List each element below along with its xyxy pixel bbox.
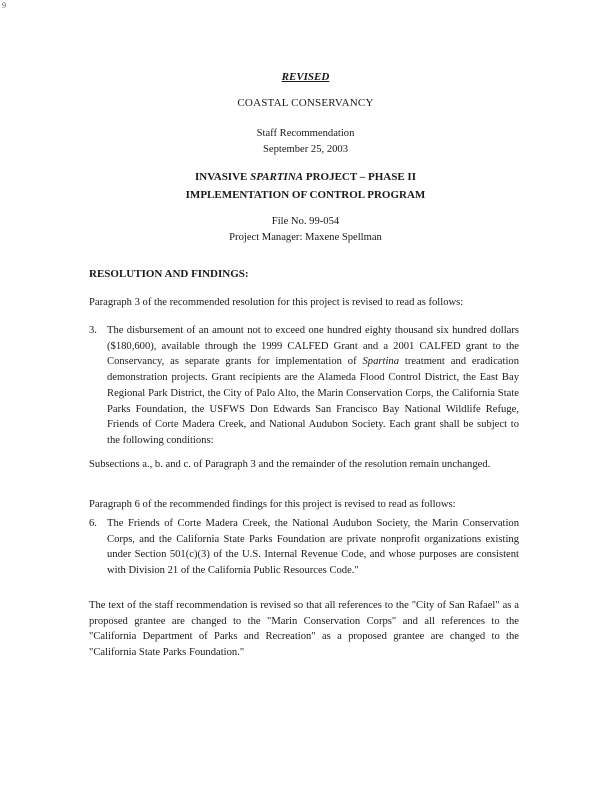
section-heading: RESOLUTION AND FINDINGS: [89,268,249,280]
findings-item-6 [89,516,519,579]
document-date: September 25, 2003 [262,143,349,155]
document-type: Staff Recommendation [256,128,355,139]
title-suffix: PROJECT – PHASE II [303,171,416,183]
scan-mark: 9 [2,1,6,10]
resolution-item-3 [89,323,519,449]
project-title-line1 [0,168,611,186]
project-title [0,168,611,204]
staff-recommendation-block [0,126,611,157]
project-title-line2: IMPLEMENTATION OF CONTROL PROGRAM [185,189,426,201]
item-text: The Friends of Corte Madera Creek, the National Audubon Society, the Marin Conservation Corps, and the California State Parks Foundation are private nonprofit organizations existing under Section 501(c)(3) of the U.S. Internal Revenue Code, and whose purposes are consistent with Division 21 of the California Public Resources Code." [107,518,519,577]
agency-name: COASTAL CONSERVANCY [237,97,374,109]
item-number: 6. [89,518,97,529]
project-manager: Project Manager: Maxene Spellman [229,231,382,243]
item-text-part2: treatment and eradication demonstration projects. Grant recipients are the Alameda Flood Control District, the East Bay Regional Park District, the City of Palo Alto, the Marin Conservation Corps, the California State Parks Foundation, the USFWS Don Edwards San Francisco Bay National Wildlife Refuge, Friends of Corte Madera Creek, and National Audubon Society. Each grant shall be subject to the following conditions: [107,356,519,446]
title-prefix: INVASIVE [195,171,251,183]
file-info [0,214,611,245]
revised-label: REVISED [281,71,330,83]
file-number: File No. 99-054 [271,216,340,227]
resolution-intro: Paragraph 3 of the recommended resolution for this project is revised to read as follows: [89,297,464,308]
resolution-remainder: Subsections a., b. and c. of Paragraph 3 and the remainder of the resolution remain unchanged. [89,459,491,470]
item-text-part1: The disbursement of an amount not to exceed one hundred eighty thousand six hundred dollars ($180,600), available through the 1999 CALFED Grant and a 2001 CALFED grant to the Conservancy, as separate grants for implementation of [107,325,519,368]
item-text [107,323,519,449]
findings-intro: Paragraph 6 of the recommended findings for this project is revised to read as follows: [89,499,456,510]
title-italic-spartina: SPARTINA [250,171,304,183]
item-text-italic: Spartina [362,356,399,368]
item-number: 3. [89,325,97,336]
staff-text-paragraph: The text of the staff recommendation is revised so that all references to the "City of San Rafael" as a proposed grantee are changed to the "Marin Conservation Corps" and all references to the "California Department of Parks and Recreation" as a proposed grantee are changed to the "California State Parks Foundation." [89,600,519,659]
